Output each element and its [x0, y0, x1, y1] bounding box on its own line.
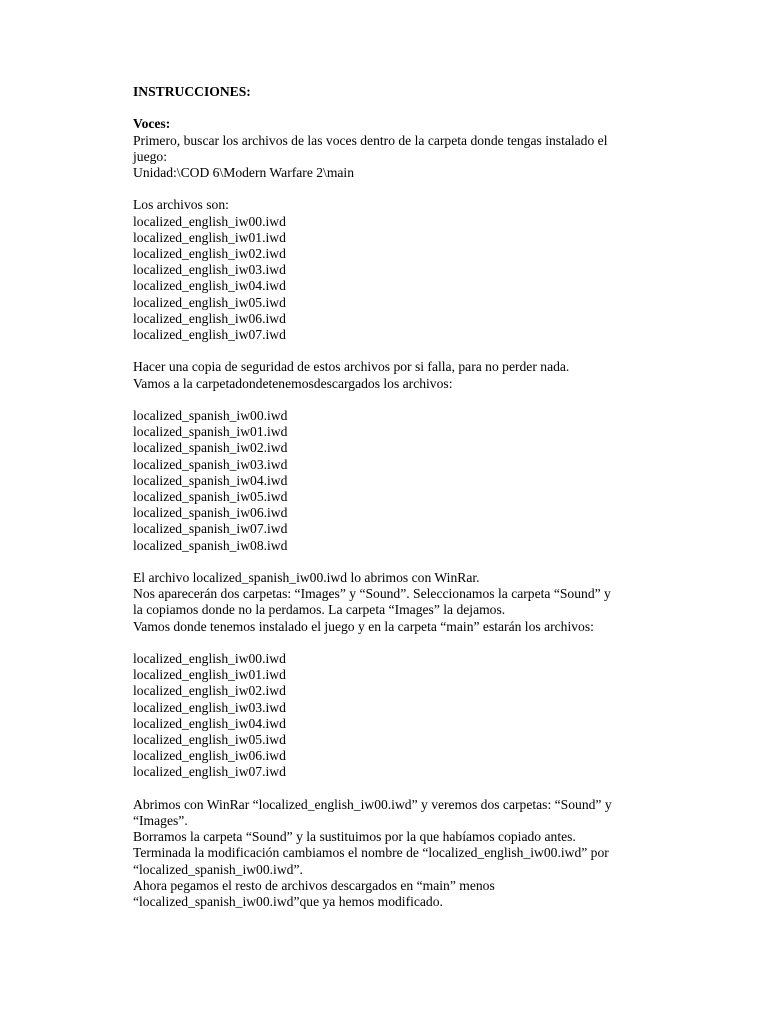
- english-file-item: localized_english_iw02.iwd: [133, 246, 286, 261]
- english-file-item: localized_english_iw06.iwd: [133, 310, 286, 326]
- spacer: [133, 343, 653, 359]
- intro-line: juego:: [133, 148, 167, 164]
- final-line: “localized_spanish_iw00.iwd”que ya hemos modificado.: [133, 894, 443, 910]
- document-page: [133, 84, 653, 910]
- english-file-item: localized_english_iw04.iwd: [133, 715, 286, 731]
- backup-line: Vamos a la carpetadondetenemosdescargados los archivos:: [133, 375, 453, 391]
- final-line: Borramos la carpeta “Sound” y la sustituimos por la que habíamos copiado antes.: [133, 829, 576, 845]
- english-file-item: localized_english_iw00.iwd: [133, 213, 286, 229]
- english-file-item: localized_english_iw07.iwd: [133, 764, 286, 780]
- english-file-item: localized_english_iw01.iwd: [133, 667, 286, 683]
- spacer: [133, 635, 653, 651]
- english-file-item: localized_english_iw02.iwd: [133, 683, 286, 699]
- spacer: [133, 554, 653, 570]
- final-line: Abrimos con WinRar “localized_english_iw00.iwd” y veremos dos carpetas: “Sound” y: [133, 796, 612, 812]
- spanish-file-item: localized_spanish_iw06.iwd: [133, 505, 288, 521]
- files-intro: Los archivos son:: [133, 197, 229, 213]
- english-file-item: localized_english_iw07.iwd: [133, 327, 286, 343]
- spanish-file-item: localized_spanish_iw08.iwd: [133, 537, 288, 553]
- spanish-file-item: localized_spanish_iw02.iwd: [133, 440, 288, 456]
- english-file-item: localized_english_iw03.iwd: [133, 699, 286, 715]
- english-file-item: localized_english_iw06.iwd: [133, 748, 286, 764]
- winrar-line: El archivo localized_spanish_iw00.iwd lo abrimos con WinRar.: [133, 570, 480, 586]
- final-line: Terminada la modificación cambiamos el nombre de “localized_english_iw00.iwd” por: [133, 845, 609, 861]
- english-file-item: localized_english_iw00.iwd: [133, 651, 286, 667]
- english-file-item: localized_english_iw05.iwd: [133, 732, 286, 748]
- spanish-file-item: localized_spanish_iw00.iwd: [133, 408, 288, 423]
- spacer: [133, 781, 653, 797]
- english-file-item: localized_english_iw01.iwd: [133, 229, 286, 245]
- backup-line: Hacer una copia de seguridad de estos archivos por si falla, para no perder nada.: [133, 359, 570, 375]
- english-file-item: localized_english_iw04.iwd: [133, 278, 286, 294]
- final-line: “localized_spanish_iw00.iwd”.: [133, 861, 303, 877]
- document-title: INSTRUCCIONES:: [133, 84, 251, 99]
- winrar-line: Vamos donde tenemos instalado el juego y en la carpeta “main” estarán los archivos:: [133, 618, 594, 634]
- intro-line: Primero, buscar los archivos de las voces dentro de la carpeta donde tengas instalado el: [133, 132, 608, 148]
- spanish-file-item: localized_spanish_iw07.iwd: [133, 521, 288, 537]
- spanish-file-item: localized_spanish_iw03.iwd: [133, 456, 288, 472]
- spacer: [133, 181, 653, 197]
- spanish-file-item: localized_spanish_iw05.iwd: [133, 489, 288, 505]
- spanish-file-item: localized_spanish_iw01.iwd: [133, 424, 288, 440]
- spanish-file-item: localized_spanish_iw04.iwd: [133, 472, 288, 488]
- english-file-item: localized_english_iw05.iwd: [133, 294, 286, 310]
- english-file-item: localized_english_iw03.iwd: [133, 262, 286, 278]
- final-line: Ahora pegamos el resto de archivos descargados en “main” menos: [133, 877, 495, 893]
- winrar-line: Nos aparecerán dos carpetas: “Images” y “Sound”. Seleccionamos la carpeta “Sound” y: [133, 586, 611, 602]
- spacer: [133, 100, 653, 116]
- spacer: [133, 392, 653, 408]
- final-line: “Images”.: [133, 813, 188, 829]
- section-heading-voces: Voces:: [133, 116, 171, 132]
- install-path: Unidad:\COD 6\Modern Warfare 2\main: [133, 165, 355, 180]
- winrar-line: la copiamos donde no la perdamos. La carpeta “Images” la dejamos.: [133, 602, 506, 618]
